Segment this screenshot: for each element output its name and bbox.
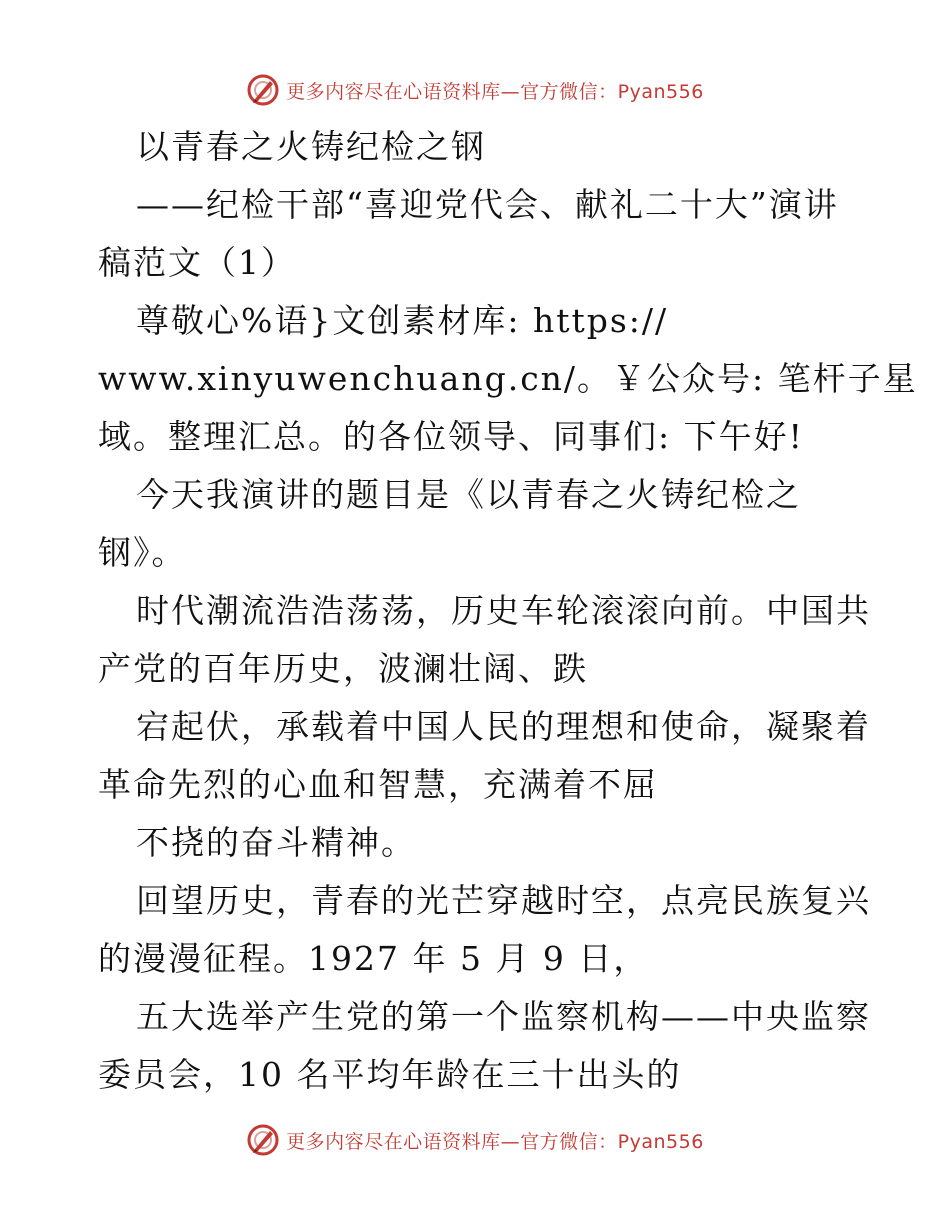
doc-line: 委员会，10 名平均年龄在三十出头的 — [98, 1055, 682, 1094]
doc-line: 不挠的奋斗精神。 — [136, 823, 416, 862]
doc-line: 尊敬心%语}文创素材库: https:// — [136, 301, 669, 340]
document-body — [98, 118, 918, 1104]
doc-line: 时代潮流浩浩荡荡，历史车轮滚滚向前。中国共 — [136, 591, 871, 630]
pen-circle-logo-icon — [246, 1123, 280, 1157]
header-banner — [0, 70, 950, 110]
banner-text: 更多内容尽在心语资料库—官方微信：Pyan556 — [286, 1130, 704, 1153]
doc-line: ——纪检干部“喜迎党代会、献礼二十大”演讲 — [136, 185, 839, 224]
doc-line: 以青春之火铸纪检之钢 — [136, 127, 486, 166]
doc-line: 稿范文（1） — [98, 243, 296, 282]
doc-line: 革命先烈的心血和智慧，充满着不屈 — [98, 765, 658, 804]
doc-line: 的漫漫征程。1927 年 5 月 9 日， — [98, 939, 649, 978]
footer-banner — [0, 1120, 950, 1160]
doc-line: 回望历史，青春的光芒穿越时空，点亮民族复兴 — [136, 881, 871, 920]
doc-line: 宕起伏，承载着中国人民的理想和使命，凝聚着 — [136, 707, 871, 746]
doc-line: 钢》。 — [98, 533, 187, 572]
pen-circle-logo-icon — [246, 73, 280, 107]
doc-line: 域。整理汇总。的各位领导、同事们: 下午好! — [98, 417, 804, 456]
doc-line: 产党的百年历史，波澜壮阔、跌 — [98, 649, 588, 688]
doc-line: 五大选举产生党的第一个监察机构——中央监察 — [136, 997, 871, 1036]
doc-line: 今天我演讲的题目是《以青春之火铸纪检之 — [136, 475, 801, 514]
doc-line: www.xinyuwenchuang.cn/。￥公众号: 笔杆子星 — [98, 359, 918, 398]
banner-text: 更多内容尽在心语资料库—官方微信：Pyan556 — [286, 80, 704, 103]
